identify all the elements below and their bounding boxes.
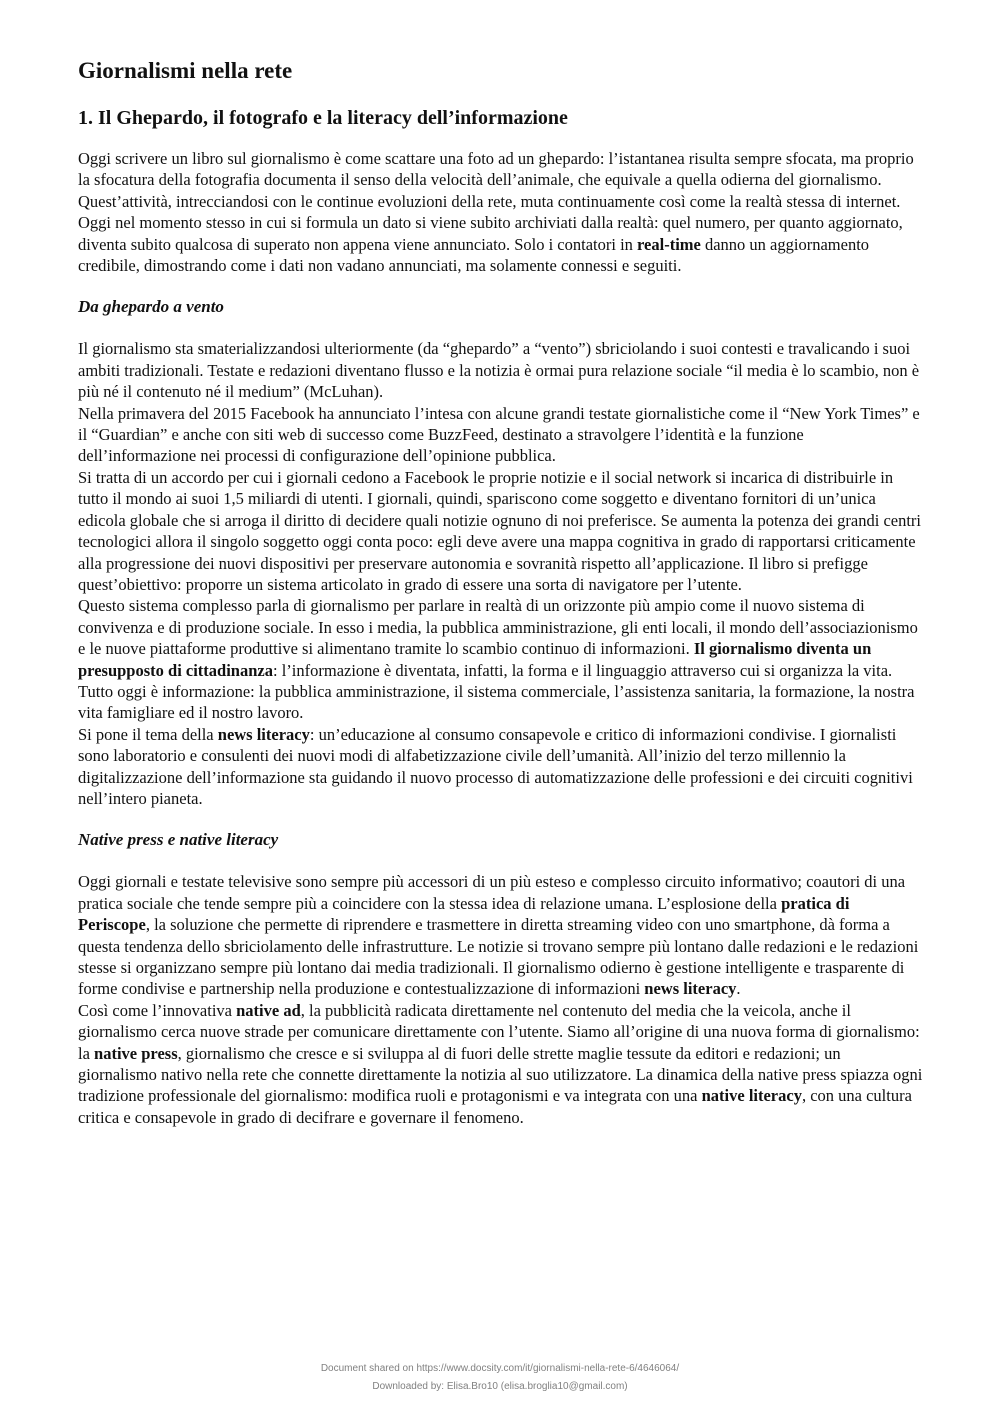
section1-paragraph-4 <box>78 595 923 723</box>
bold-term-native-press: native press <box>94 1043 178 1063</box>
section1-paragraph-2: Nella primavera del 2015 Facebook ha annunciato l’intesa con alcune grandi testate giornalistiche come il “New York Times” e il “Guardian” e anche con siti web di successo come BuzzFeed, destinato a stravolgere l’identità e la funzione dell’informazione nei processi di configurazione dell’opinione pubblica. <box>78 403 920 466</box>
intro-paragraph-2 <box>78 212 923 276</box>
section1-paragraph-5 <box>78 724 923 810</box>
section-heading-native-press: Native press e native literacy <box>78 830 279 850</box>
text-run: , con una cultura critica e consapevole in grado di decifrare e governare il fenomeno. <box>78 1086 912 1127</box>
text-run: Così come l’innovativa <box>78 1000 237 1020</box>
section1-paragraph-1: Il giornalismo sta smaterializzandosi ulteriormente (da “ghepardo” a “vento”) sbriciolando i suoi contesti e travalicando i suoi ambiti tradizionali. Testate e redazioni diventano flusso e la notizia è ormai pura relazione sociale “il media è lo scambio, non è più né il contenuto né il medium” (McLuhan). <box>78 339 920 402</box>
text-run: Si pone il tema della <box>78 724 218 744</box>
footer-shared-link: Document shared on https://www.docsity.com/it/giornalismi-nella-rete-6/4646064/ <box>320 1363 680 1374</box>
text-run: Questo sistema complesso parla di giornalismo per parlare in realtà di un orizzonte più ampio come il nuovo sistema di convivenza e di produzione sociale. In esso i media, la pubblica amministrazione, gli enti locali, il mondo dell’associazionismo e le nuove piattaforme produttive si alimentano tramite lo scambio continuo di informazioni. <box>78 596 918 659</box>
text-run: : l’informazione è diventata, infatti, la forma e il linguaggio attraverso cui si organizza la vita. Tutto oggi è informazione: la pubblica amministrazione, il sistema commerciale, l’assistenza sanitaria, la formazione, la nostra vita famigliare ed il nostro lavoro. <box>78 660 915 723</box>
text-run: . <box>736 979 741 999</box>
bold-term-native-ad: native ad <box>236 1000 301 1020</box>
text-run: Oggi giornali e testate televisive sono sempre più accessori di un più esteso e complesso circuito informativo; coautori di una pratica sociale che tende sempre più a coincidere con la stessa idea di relazione umana. L’esplosione della <box>78 872 906 913</box>
text-run: : un’educazione al consumo consapevole e critico di informazioni condivise. I giornalisti sono laboratorio e consulenti dei nuovi modi di alfabetizzazione civile dell’umanità. All’inizio del terzo millennio la digitalizzazione dell’informazione sta guidando il nuovo processo di automatizzazione delle professioni e dei circuiti cognitivi nell’intero pianeta. <box>78 724 913 808</box>
footer-downloaded-by: Downloaded by: Elisa.Bro10 (elisa.broglia10@gmail.com) <box>372 1381 628 1392</box>
bold-term-news-literacy: news literacy <box>644 979 737 999</box>
bold-phrase-cittadinanza: Il giornalismo diventa un presupposto di cittadinanza <box>78 639 872 680</box>
section-heading-da-ghepardo: Da ghepardo a vento <box>78 297 224 317</box>
bold-term-native-literacy: native literacy <box>701 1086 802 1106</box>
document-page <box>78 56 923 1128</box>
bold-term-periscope: pratica di Periscope <box>78 893 850 935</box>
text-run: , la pubblicità radicata direttamente nel contenuto del media che la veicola, anche il giornalismo cerca nuove strade per comunicare direttamente con l’utente. Siamo all’origine di una nuova forma di giornalismo: la <box>78 1000 920 1063</box>
bold-term-real-time: real-time <box>637 234 701 254</box>
text-run: , giornalismo che cresce e si sviluppa al di fuori delle strette maglie tessute da editori e redazioni; un giornalismo nativo nella rete che connette direttamente la notizia al suo utilizzatore. La dinamica della native press spiazza ogni tradizione professionale del giornalismo: modifica ruoli e protagonismi e va integrata con una <box>78 1043 923 1106</box>
section2-paragraph-2 <box>78 1000 923 1128</box>
section2-paragraph-1 <box>78 871 923 999</box>
text-run: , la soluzione che permette di riprendere e trasmettere in diretta streaming video con uno smartphone, dà forma a questa tendenza dello sbriciolamento delle infrastrutture. Le notizie si trovano sempre più lontano dalle redazioni e le redazioni stesse si organizzano sempre più lontano dai media tradizionali. Il giornalismo odierno è gestione intelligente e trasparente di forme condivise e partnership nella produzione e contestualizzazione di informazioni <box>78 915 919 999</box>
section1-paragraph-3: Si tratta di un accordo per cui i giornali cedono a Facebook le proprie notizie e il social network si incarica di distribuirle in tutto il mondo ai suoi 1,5 miliardi di utenti. I giornali, quindi, spariscono come soggetto e diventano fornitori di un’unica edicola globale che si arroga il diritto di decidere quali notizie ognuno di noi preferisce. Se aumenta la potenza dei grandi centri tecnologici allora il singolo soggetto oggi conta poco: egli deve avere una mappa cognitiva in grado di rapportarsi criticamente alla progressione dei nuovi dispositivi per preservare autonomia e sovranità rispetto all’applicazione. Il libro si prefigge quest’obiettivo: proporre un sistema articolato in grado di essere una sorta di navigatore per l’utente. <box>78 467 922 594</box>
intro-paragraph-1: Oggi scrivere un libro sul giornalismo è come scattare una foto ad un ghepardo: l’istantanea risulta sempre sfocata, ma proprio la sfocatura della fotografia documenta il senso della velocità dell’animale, che equivale a quella odierna del giornalismo. Quest’attività, intrecciandosi con le continue evoluzioni della rete, muta continuamente così come la realtà stessa di internet. <box>78 149 914 211</box>
chapter-heading: 1. Il Ghepardo, il fotografo e la literacy dell’informazione <box>78 107 568 129</box>
text-run: Oggi nel momento stesso in cui si formula un dato si viene subito archiviati dalla realtà: quel numero, per quanto aggiornato, diventa subito qualcosa di superato non appena viene annunciato. Solo i contatori in <box>78 213 903 254</box>
bold-term-news-literacy: news literacy <box>217 724 310 744</box>
document-title: Giornalismi nella rete <box>78 58 293 83</box>
text-run: danno un aggiornamento credibile, dimostrando come i dati non vadano annunciati, ma solamente connessi e seguiti. <box>78 234 870 276</box>
